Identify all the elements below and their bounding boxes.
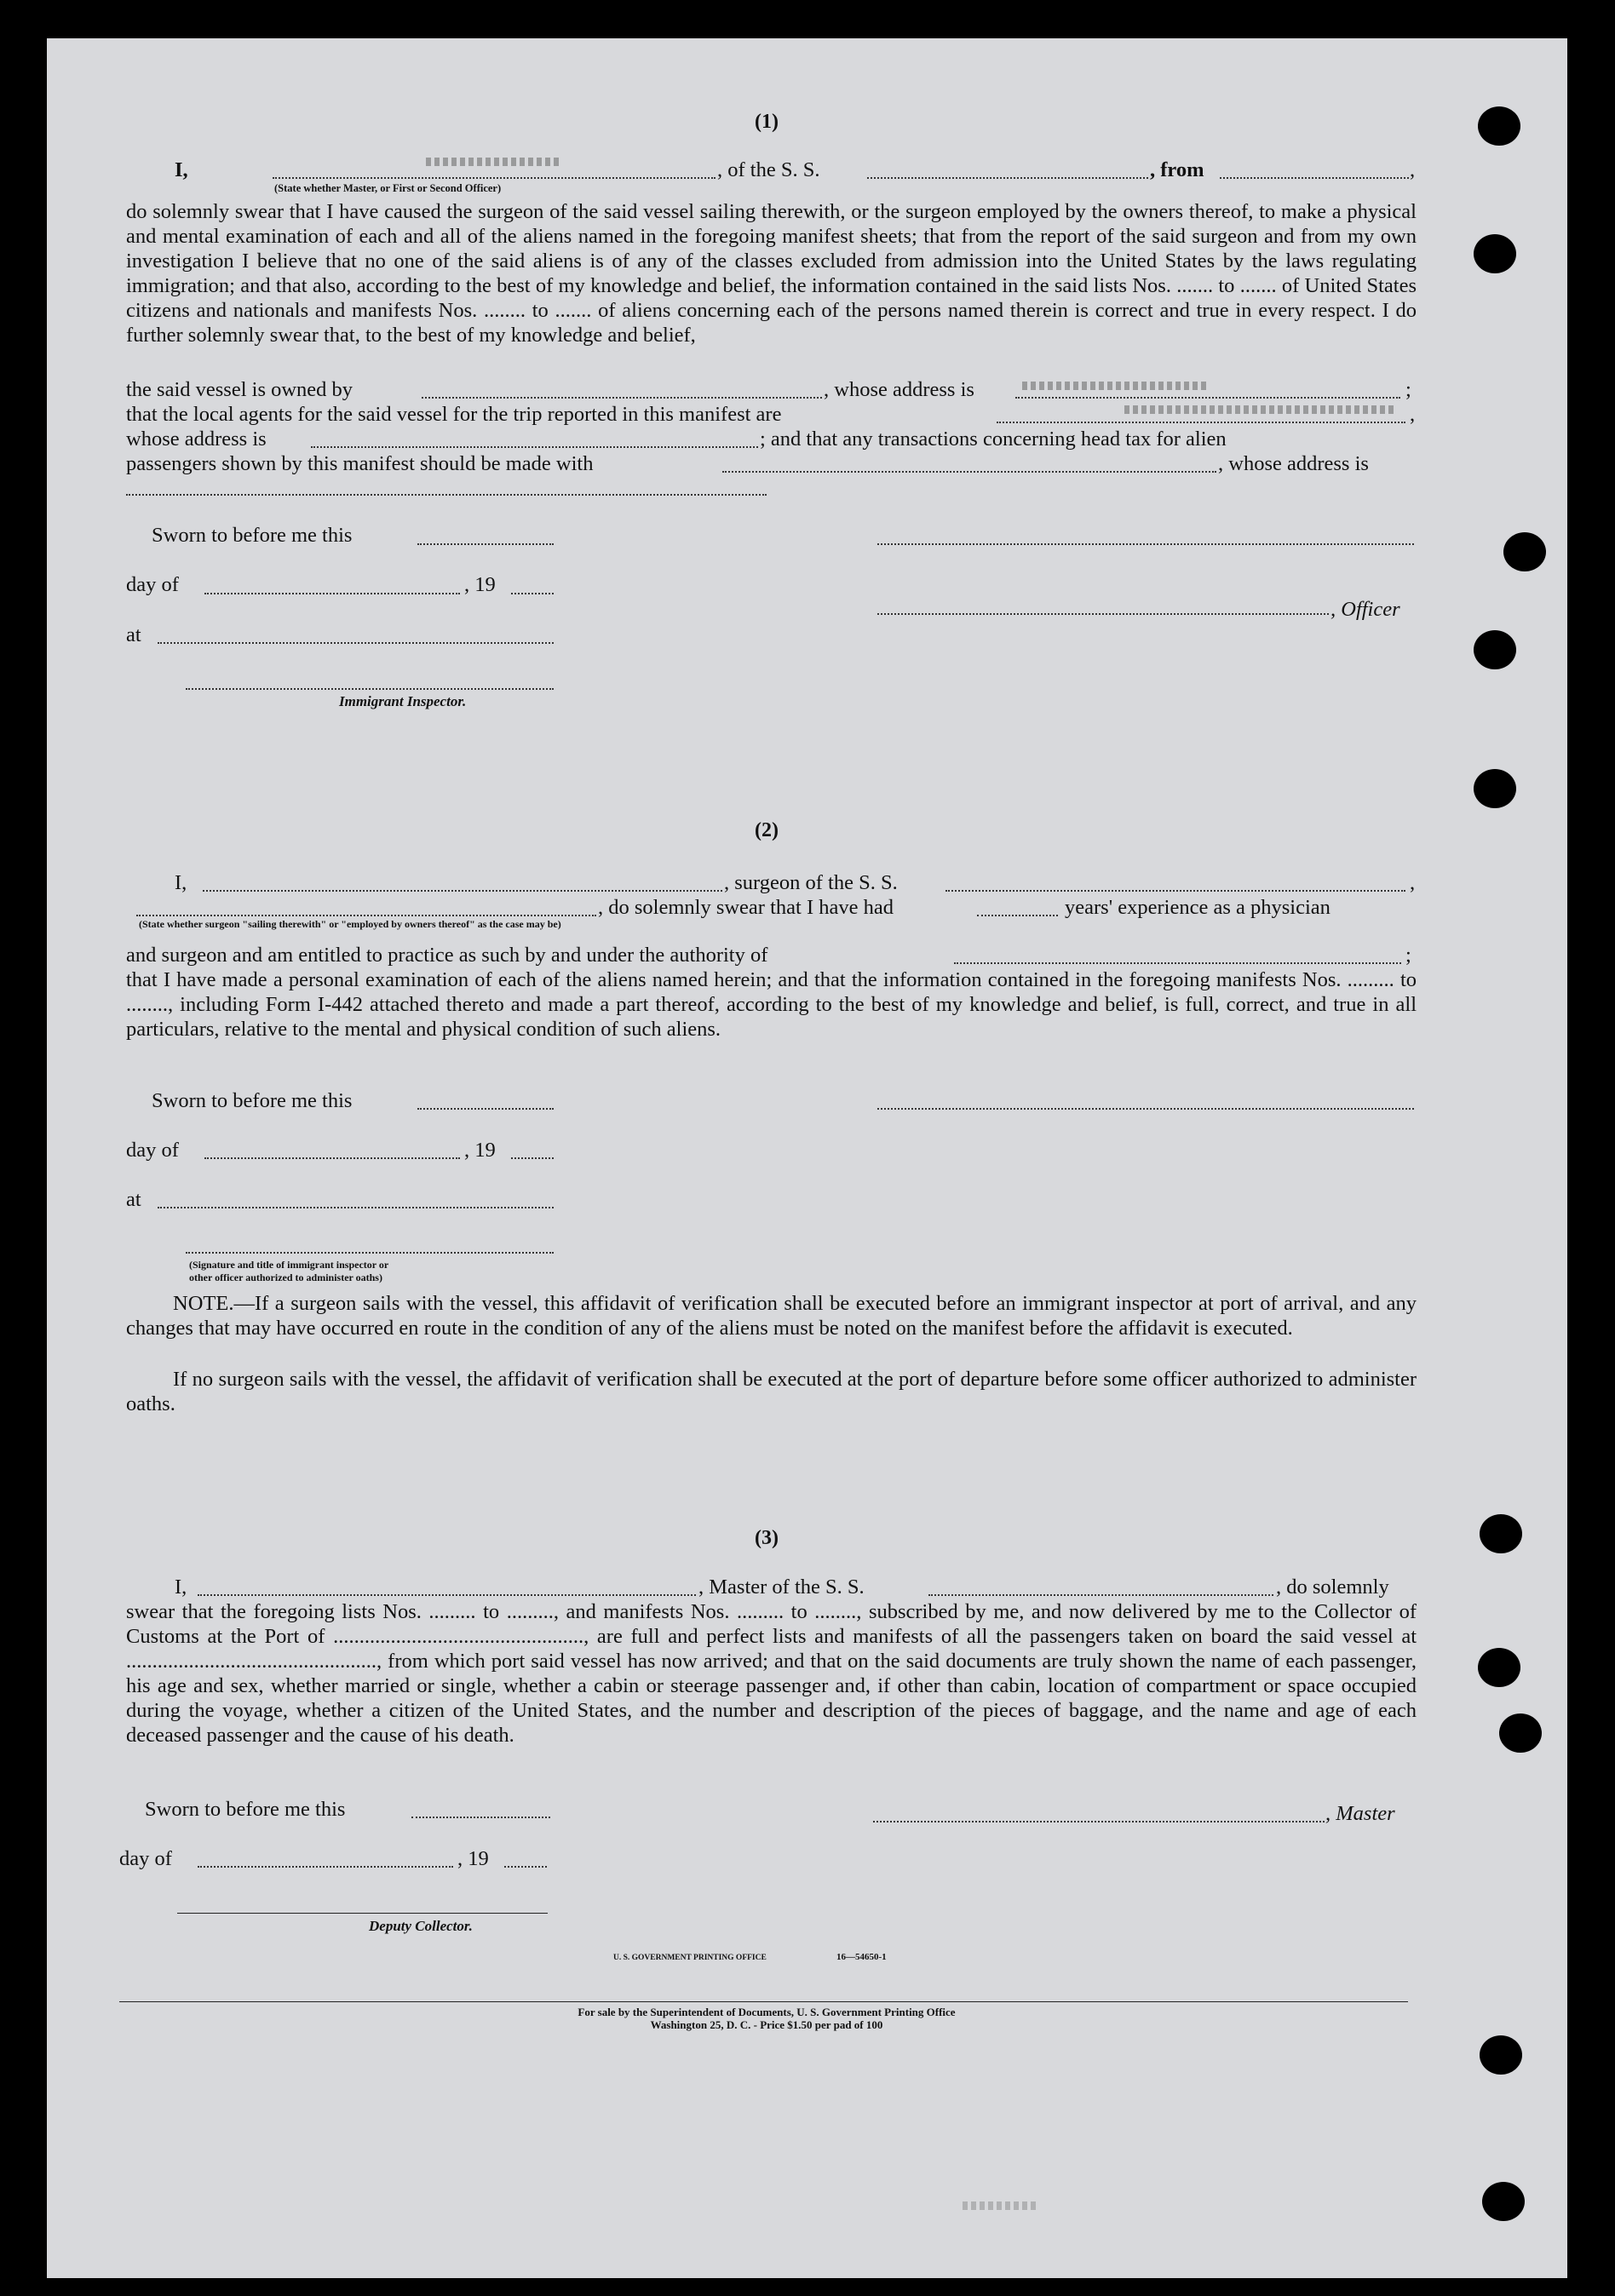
master-signature-line[interactable]: [873, 1821, 1325, 1822]
signature-hint-line1: (Signature and title of immigrant inspector or: [189, 1259, 389, 1271]
from-label: , from: [1150, 158, 1204, 181]
official-signature-line[interactable]: [186, 1252, 554, 1254]
sworn-date-line[interactable]: [411, 1817, 550, 1818]
smudge-mark: [963, 2201, 1039, 2210]
gpo-imprint: U. S. GOVERNMENT PRINTING OFFICE: [613, 1954, 767, 1962]
day-of-label: day of: [126, 1139, 179, 1162]
punch-hole: [1480, 2035, 1522, 2075]
at-label: at: [126, 623, 141, 646]
owner-address-line[interactable]: [1015, 397, 1400, 399]
note-paragraph: [126, 1291, 1417, 1340]
note-label: NOTE.: [173, 1292, 234, 1315]
section1-paragraph: do solemnly swear that I have caused the surgeon of the said vessel sailing therewith, or the surgeon employed by the owners thereof, to make a physical and mental examination of each and all of the aliens named in the foregoing manifest sheets; that from the report of the said surgeon and from my own investigation I believe that no one of the said aliens is of any of the classes excluded from admission into the United States by the laws regulating immigration; and that also, according to the best of my knowledge and belief, the information contained in the said lists Nos. ....... to ....... of United States citizens and nationals and manifests Nos. ........ to ....... of aliens concerning each of the persons named therein is correct and true in every respect. I do further solemnly swear that, to the best of my knowledge and belief,: [126, 200, 1417, 347]
surgeon-of-label: , surgeon of the S. S.: [724, 871, 898, 894]
punch-hole: [1474, 769, 1516, 808]
do-solemnly-label: , do solemnly: [1276, 1576, 1389, 1599]
day-of-label: day of: [119, 1847, 172, 1870]
at-place-line[interactable]: [158, 1207, 554, 1208]
semicolon: ;: [1405, 944, 1411, 967]
sworn-label: Sworn to before me this: [152, 1089, 353, 1112]
day-line[interactable]: [204, 593, 460, 594]
surgeon-type-line[interactable]: [136, 915, 596, 916]
at-label: at: [126, 1188, 141, 1211]
year-label: , 19: [464, 573, 496, 596]
inspector-signature-line[interactable]: [186, 688, 554, 690]
section3-paragraph: swear that the foregoing lists Nos. ......... to ........., and manifests Nos. ......... to ........, subscribed by me, and now delivered by me to the Collector of Customs at the Port of ................................................, are full and perfect lists and manifests of all the passengers taken on board the said vessel at ................................................, from which port said vessel has now arrived; and that on the said documents are truly shown the name of each passenger, his age and sex, whether married or single, whether a cabin or steerage passenger and, if other than cabin, location of compartment or space occupied during the voyage, whether a citizen of the United States, and the number and description of the pieces of baggage, and the name and age of each deceased passenger and the cause of his death.: [126, 1600, 1417, 1747]
punch-hole: [1482, 2182, 1525, 2221]
local-agents-label: that the local agents for the said vessel for the trip reported in this manifest are: [126, 403, 782, 426]
comma: ,: [1410, 871, 1416, 894]
officer-title-line[interactable]: [877, 613, 1329, 615]
sworn-date-line[interactable]: [417, 543, 554, 545]
section2-paragraph: that I have made a personal examination of each of the aliens named herein; and that the information contained in the foregoing manifests Nos. ......... to ........, including Form I-442 attached thereto and made a part thereof, according to the best of my knowledge and belief, is full, correct, and true in all particulars, relative to the mental and physical condition of such aliens.: [126, 968, 1417, 1041]
officer-signature-line[interactable]: [877, 543, 1414, 545]
master-label: , Master: [1325, 1802, 1395, 1825]
swear-had-label: , do solemnly swear that I have had: [598, 896, 894, 919]
of-ss-label: , of the S. S.: [717, 158, 820, 181]
agents-address-line[interactable]: [311, 446, 758, 448]
intro-label: I,: [175, 1576, 187, 1599]
sworn-label: Sworn to before me this: [145, 1798, 346, 1821]
day-line[interactable]: [198, 1866, 453, 1868]
sworn-date-line[interactable]: [417, 1108, 554, 1110]
deputy-signature-line[interactable]: [177, 1913, 548, 1914]
year-label: , 19: [464, 1139, 496, 1162]
punch-hole: [1474, 630, 1516, 669]
agents-line[interactable]: [997, 422, 1405, 423]
punch-hole: [1478, 1648, 1520, 1687]
whose-address-label: , whose address is: [824, 378, 974, 401]
ship-name-line[interactable]: [928, 1594, 1273, 1596]
footer-rule: [119, 2001, 1408, 2002]
authority-label: and surgeon and am entitled to practice as such by and under the authority of: [126, 944, 768, 967]
semicolon: ;: [1405, 378, 1411, 401]
year-label: , 19: [457, 1847, 489, 1870]
punch-hole: [1474, 234, 1516, 273]
intro-label: I,: [175, 158, 188, 181]
section-number: (3): [755, 1527, 779, 1549]
officer-hint: (State whether Master, or First or Second Officer): [274, 182, 502, 194]
note-text: —If a surgeon sails with the vessel, this affidavit of verification shall be executed before an immigrant inspector at port of arrival, and any changes that may have occurred en route in the condition of any of the aliens must be noted on the manifest before the affidavit is executed.: [126, 1292, 1417, 1340]
year-line[interactable]: [511, 1157, 554, 1159]
surgeon-hint: (State whether surgeon "sailing therewith" or "employed by owners thereof" as the case may be): [139, 918, 561, 930]
head-tax-label: ; and that any transactions concerning head tax for alien: [760, 428, 1227, 451]
form-number: 16—54650-1: [836, 1952, 887, 1962]
year-line[interactable]: [504, 1866, 547, 1868]
signature-hint-line2: other officer authorized to administer oaths): [189, 1271, 382, 1283]
master-of-label: , Master of the S. S.: [698, 1576, 865, 1599]
section-number: (1): [755, 111, 779, 133]
comma: ,: [1410, 403, 1416, 426]
intro-label: I,: [175, 871, 187, 894]
years-line[interactable]: [977, 915, 1058, 916]
from-port-line[interactable]: [1220, 177, 1409, 179]
punch-hole: [1499, 1713, 1542, 1753]
punch-hole: [1503, 532, 1546, 571]
at-place-line[interactable]: [158, 642, 554, 644]
ship-name-line[interactable]: [867, 177, 1148, 179]
master-name-line[interactable]: [198, 1594, 696, 1596]
owner-line[interactable]: [422, 397, 822, 399]
whose-address-label: , whose address is: [1218, 452, 1369, 475]
owned-by-label: the said vessel is owned by: [126, 378, 353, 401]
passengers-label: passengers shown by this manifest should be made with: [126, 452, 594, 475]
sale-notice-line1: For sale by the Superintendent of Documents, U. S. Government Printing Office: [578, 2006, 956, 2018]
stamped-text: [1022, 382, 1210, 390]
day-line[interactable]: [204, 1157, 460, 1159]
authority-line[interactable]: [954, 962, 1401, 964]
whose-address-label: whose address is: [126, 428, 267, 451]
deputy-label: Deputy Collector.: [369, 1918, 473, 1934]
day-of-label: day of: [126, 573, 179, 596]
comma: ,: [1410, 158, 1416, 181]
surgeon-name-line[interactable]: [203, 890, 722, 892]
stamped-text: [426, 158, 562, 166]
head-tax-contact-line[interactable]: [722, 471, 1216, 473]
years-experience-label: years' experience as a physician: [1065, 896, 1331, 919]
officer-label: , Officer: [1331, 598, 1400, 621]
sworn-label: Sworn to before me this: [152, 524, 353, 547]
year-line[interactable]: [511, 593, 554, 594]
inspector-label: Immigrant Inspector.: [339, 693, 467, 709]
sale-notice-line2: Washington 25, D. C. - Price $1.50 per pad of 100: [650, 2018, 883, 2031]
section-number: (2): [755, 819, 779, 841]
officer-name-line[interactable]: [273, 177, 716, 179]
note2-paragraph: If no surgeon sails with the vessel, the affidavit of verification shall be executed at the port of departure before some officer authorized to administer oaths.: [126, 1368, 1417, 1415]
head-tax-address-line[interactable]: [126, 494, 767, 496]
ship-name-line[interactable]: [945, 890, 1405, 892]
stamped-text: [1124, 405, 1397, 414]
surgeon-signature-line[interactable]: [877, 1108, 1414, 1110]
